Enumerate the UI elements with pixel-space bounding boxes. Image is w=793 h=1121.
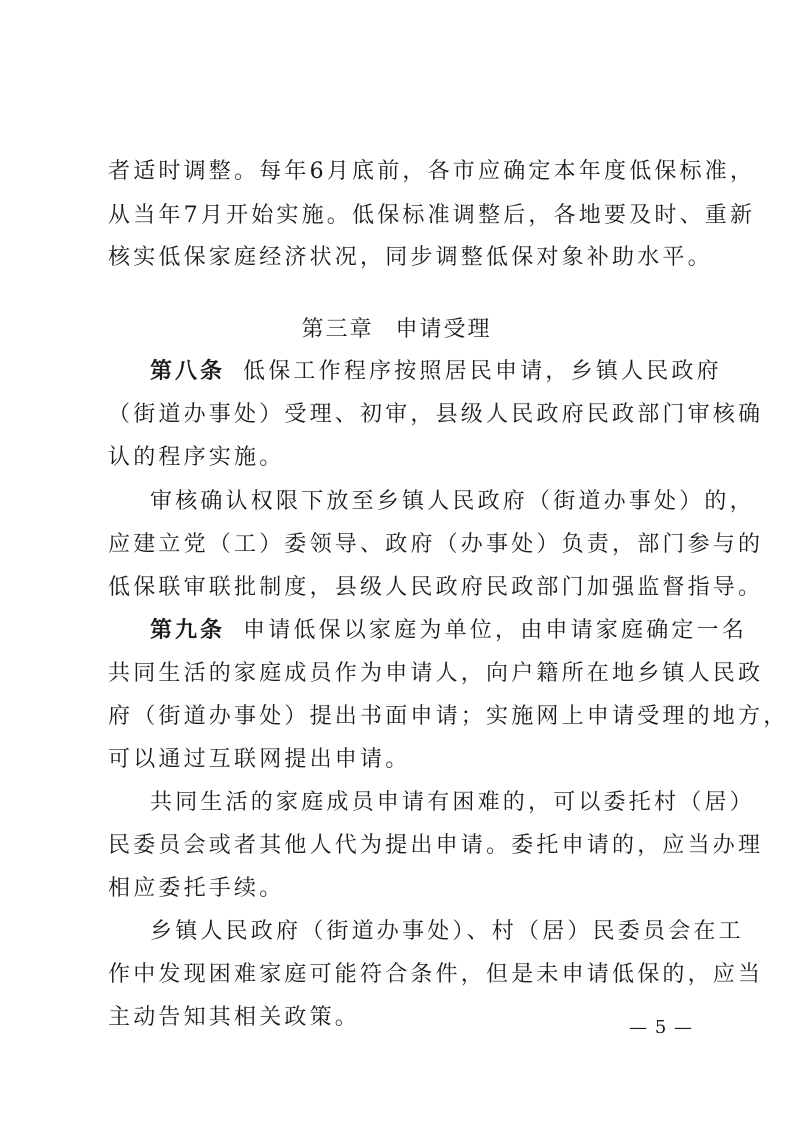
text-line: 低保工作程序按照居民申请，乡镇人民政府: [243, 359, 722, 384]
text-line: 相应委托手续。: [108, 876, 285, 901]
text-line: 可以通过互联网提出申请。: [108, 747, 411, 772]
text-line: 乡镇人民政府（街道办事处）、村（居）民委员会在工: [150, 919, 744, 944]
text-line: 共同生活的家庭成员作为申请人，向户籍所在地乡镇人民政: [108, 661, 764, 686]
text-line: 者适时调整。每年6月底前，各市应确定本年度低保标准，: [108, 159, 756, 184]
page-number: — 5 —: [629, 1017, 693, 1038]
chapter-heading: [0, 315, 793, 345]
chapter-number: 第三章: [301, 317, 374, 342]
article-9-first-line: [150, 616, 748, 646]
text-line: 核实低保家庭经济状况，同步调整低保对象补助水平。: [108, 245, 713, 270]
text-line: 主动告知其相关政策。: [108, 1005, 361, 1030]
text-line: 民委员会或者其他人代为提出申请。委托申请的，应当办理: [108, 833, 764, 858]
text-line: 认的程序实施。: [108, 445, 285, 470]
text-line: 从当年7月开始实施。低保标准调整后，各地要及时、重新: [108, 203, 756, 228]
article-8-label: 第八条: [150, 359, 226, 384]
text-line: 低保联审联批制度，县级人民政府民政部门加强监督指导。: [108, 575, 764, 600]
text-line: （街道办事处）受理、初审，县级人民政府民政部门审核确: [108, 402, 764, 427]
text-line: 共同生活的家庭成员申请有困难的，可以委托村（居）: [150, 790, 755, 815]
article-9-label: 第九条: [150, 618, 226, 643]
chapter-title: 申请受理: [395, 317, 492, 342]
text-line: 审核确认权限下放至乡镇人民政府（街道办事处）的，: [150, 489, 755, 514]
text-line: 申请低保以家庭为单位，由申请家庭确定一名: [243, 618, 748, 643]
text-line: 作中发现困难家庭可能符合条件，但是未申请低保的，应当: [108, 962, 764, 987]
text-line: 府（街道办事处）提出书面申请；实施网上申请受理的地方，: [108, 704, 789, 729]
text-line: 应建立党（工）委领导、政府（办事处）负责，部门参与的: [108, 532, 764, 557]
article-8-first-line: [150, 357, 722, 387]
